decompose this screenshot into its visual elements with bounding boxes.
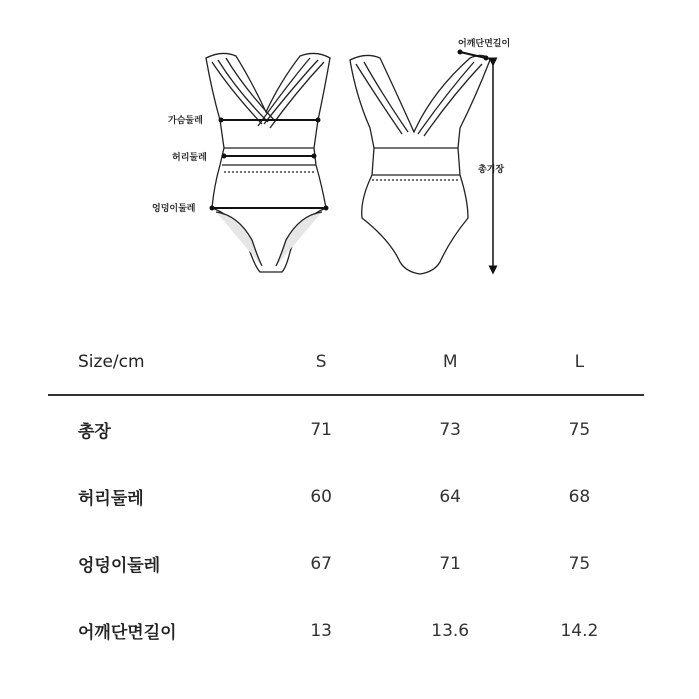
table-row [48,395,644,463]
header-label: Size/cm [78,352,145,372]
waist-label: 허리둘레 [172,153,207,163]
shoulder-label: 어깨단면길이 [458,39,511,49]
row-label: 어깨단면길이 [78,623,177,643]
hip-label: 엉덩이둘레 [152,204,196,214]
header-size-l: L [574,352,585,372]
row-label: 총장 [78,422,111,442]
total-length-label: 총기장 [478,165,505,175]
cell-value: 75 [568,419,591,440]
cell-value: 13 [310,620,332,641]
table-header-row [48,330,644,395]
garment-diagram [0,0,699,300]
size-table [48,330,644,664]
cell-value: 13.6 [431,620,470,641]
cell-value: 71 [439,553,461,574]
table-row [48,530,644,597]
header-size-m: M [442,352,458,372]
front-view [206,53,330,272]
back-view [350,55,490,274]
table-row [48,463,644,530]
cell-value: 73 [439,419,461,440]
row-label: 엉덩이둘레 [78,556,161,576]
header-size-s: S [315,352,327,372]
chest-label: 가슴둘레 [168,116,203,126]
swimsuit-illustration [0,0,699,300]
row-label: 허리둘레 [78,489,144,509]
cell-value: 64 [439,486,461,507]
cell-value: 60 [310,486,332,507]
cell-value: 71 [310,419,332,440]
cell-value: 68 [568,486,591,507]
cell-value: 14.2 [560,620,599,641]
table-row [48,597,644,664]
cell-value: 67 [310,553,332,574]
cell-value: 75 [568,553,591,574]
